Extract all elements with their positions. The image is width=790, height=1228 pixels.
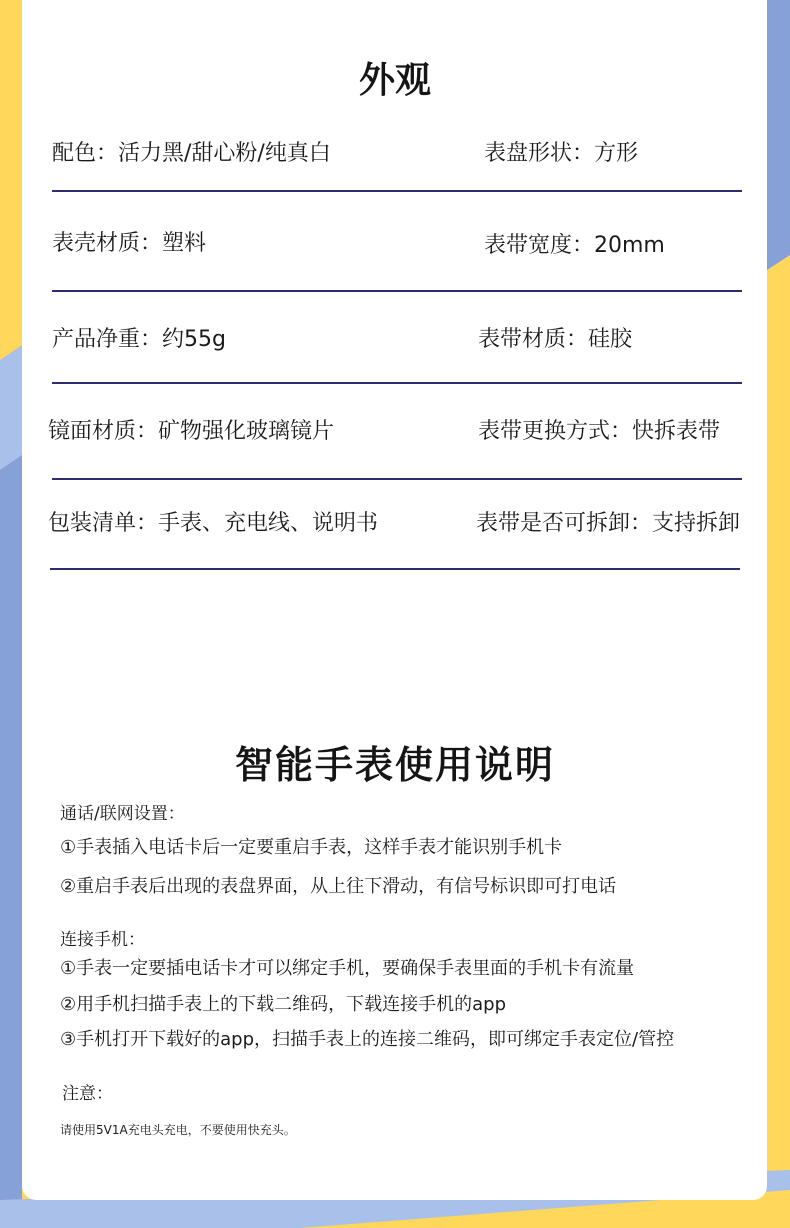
spec-dial-shape: 表盘形状：方形 (484, 141, 639, 166)
spec-color: 配色：活力黑/甜心粉/纯真白 (52, 141, 331, 166)
spec-divider (52, 190, 742, 192)
spec-lens-material: 镜面材质：矿物强化玻璃镜片 (48, 419, 335, 444)
network-heading: 通话/联网设置： (60, 804, 185, 824)
spec-divider (50, 568, 740, 570)
spec-divider (52, 382, 742, 384)
spec-package-list: 包装清单：手表、充电线、说明书 (48, 511, 379, 536)
connect-step-3: ③手机打开下载好的app，扫描手表上的连接二维码，即可绑定手表定位/管控 (60, 1029, 675, 1050)
connect-heading: 连接手机： (60, 930, 145, 950)
content-card (22, 0, 767, 1200)
connect-step-1: ①手表一定要插电话卡才可以绑定手机，要确保手表里面的手机卡有流量 (60, 958, 635, 979)
connect-step-2: ②用手机扫描手表上的下载二维码，下载连接手机的app (60, 994, 507, 1015)
spec-divider (52, 290, 742, 292)
spec-net-weight: 产品净重：约55g (52, 327, 226, 352)
spec-case-material: 表壳材质：塑料 (52, 231, 207, 256)
manual-title: 智能手表使用说明 (234, 743, 555, 787)
network-step-2: ②重启手表后出现的表盘界面，从上往下滑动，有信号标识即可打电话 (60, 876, 617, 897)
appearance-title: 外观 (358, 60, 431, 101)
notice-text: 请使用5V1A充电头充电，不要使用快充头。 (60, 1123, 296, 1137)
spec-strap-change: 表带更换方式：快拆表带 (478, 419, 721, 444)
spec-strap-width: 表带宽度：20mm (484, 233, 665, 258)
spec-divider (52, 478, 742, 480)
network-step-1: ①手表插入电话卡后一定要重启手表，这样手表才能识别手机卡 (60, 837, 563, 858)
spec-strap-material: 表带材质：硅胶 (478, 327, 633, 352)
notice-heading: 注意： (62, 1084, 113, 1104)
spec-strap-removable: 表带是否可拆卸：支持拆卸 (476, 511, 741, 536)
